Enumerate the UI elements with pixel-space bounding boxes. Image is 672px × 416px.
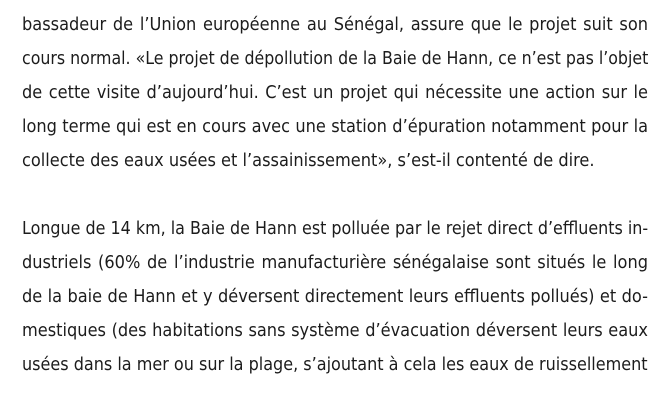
paragraph-ambassador-statement: [22, 0, 648, 178]
text-line: dustriels (60% de l’industrie manufacturière sénégalaise sont situés le long: [22, 252, 648, 273]
paragraph-baie-de-hann-pollution: [22, 212, 648, 382]
text-line: usées dans la mer ou sur la plage, s’ajoutant à cela les eaux de ruissellement: [22, 354, 648, 375]
text-line: de la baie de Hann et y déversent directement leurs effluents pollués) et do-: [22, 286, 648, 307]
text-line: cours normal. «Le projet de dépollution de la Baie de Hann, ce n’est pas l’objet: [22, 48, 649, 69]
text-line: de cette visite d’aujourd’hui. C’est un projet qui nécessite une action sur le: [22, 82, 648, 103]
article-body: [22, 0, 648, 416]
text-line: long terme qui est en cours avec une station d’épuration notamment pour la: [22, 116, 648, 137]
text-line: collecte des eaux usées et l’assainissement», s’est-il contenté de dire.: [22, 150, 595, 171]
text-line: mestiques (des habitations sans système d’évacuation déversent leurs eaux: [22, 320, 648, 341]
text-line: Longue de 14 km, la Baie de Hann est polluée par le rejet direct d’effluents in-: [22, 218, 649, 239]
text-line: bassadeur de l’Union européenne au Sénégal, assure que le projet suit son: [22, 14, 648, 35]
text-line: [22, 0, 648, 8]
